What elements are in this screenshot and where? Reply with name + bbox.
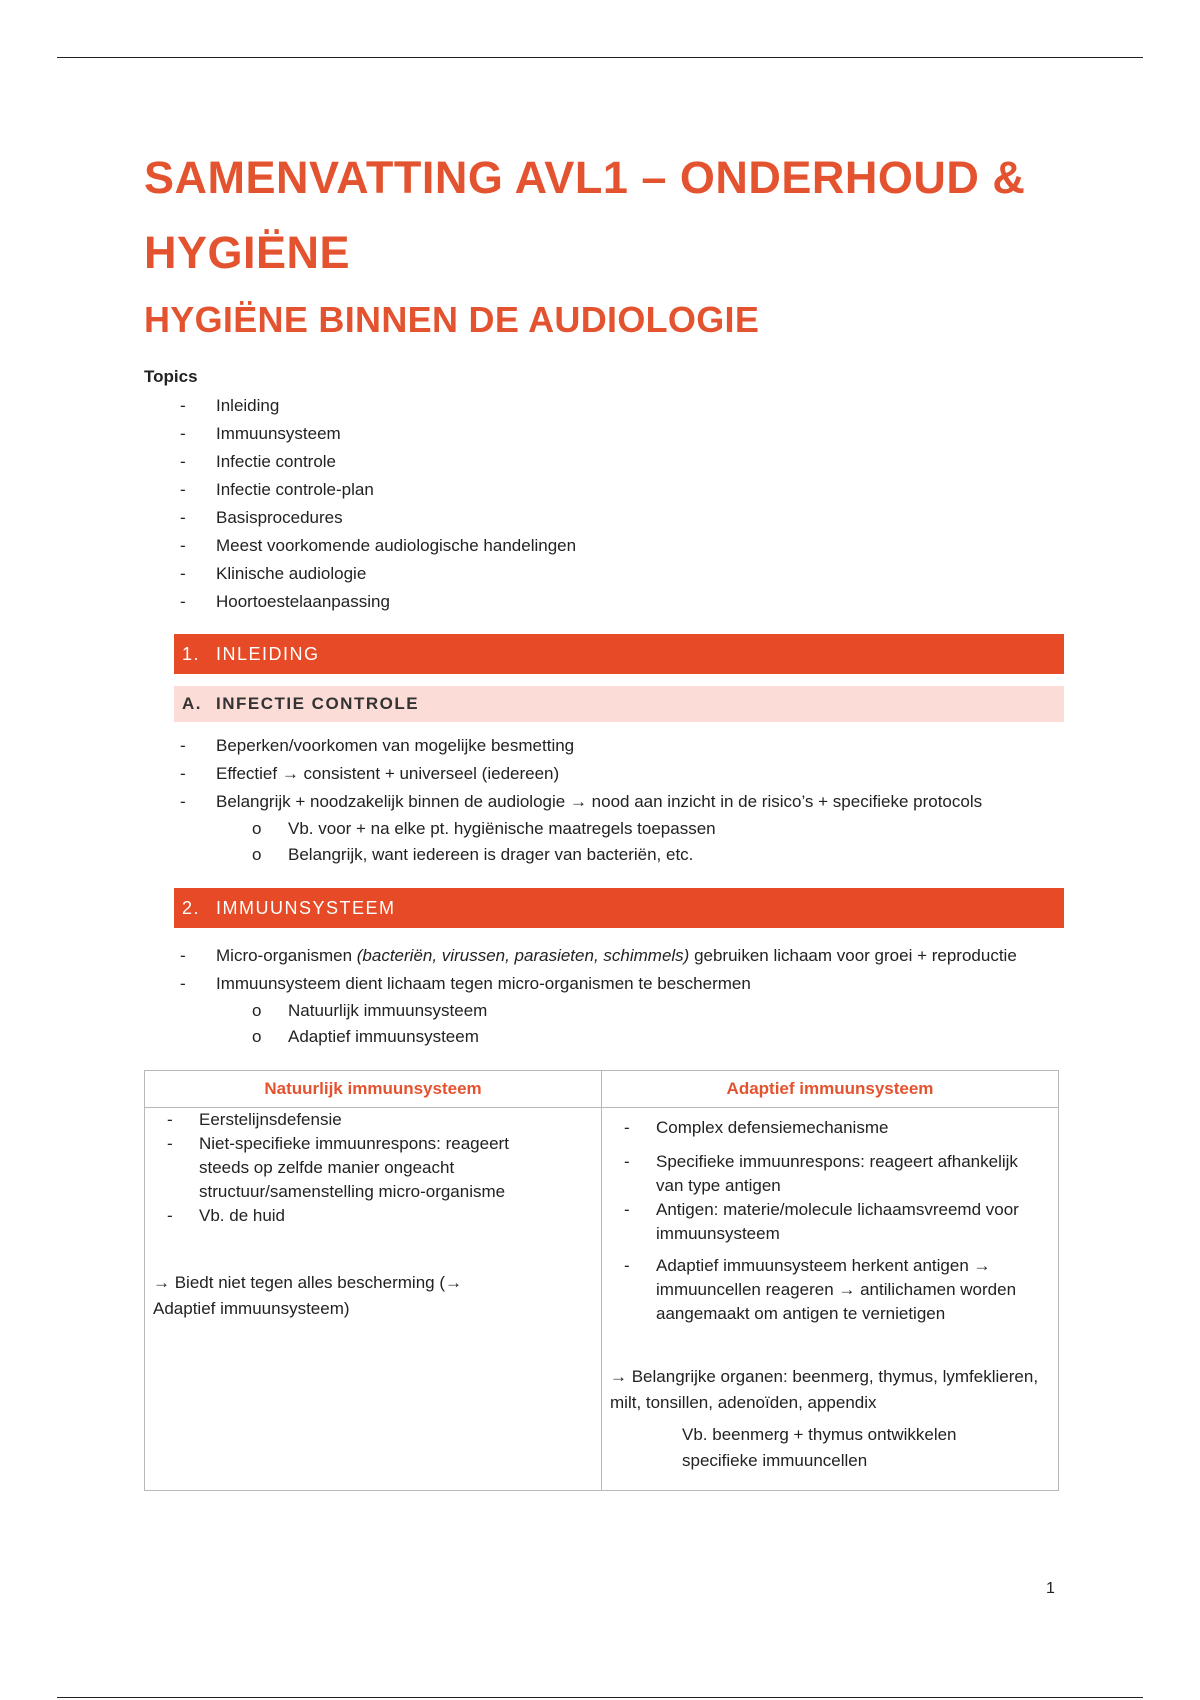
table-header: Adaptief immuunsysteem xyxy=(602,1071,1059,1108)
section-title: INLEIDING xyxy=(216,643,320,664)
document-title: SAMENVATTING AVL1 – ONDERHOUD & HYGIËNE xyxy=(144,152,1026,278)
document-subtitle: HYGIËNE BINNEN DE AUDIOLOGIE xyxy=(144,299,760,340)
list-item: - Complex defensiemechanisme xyxy=(610,1116,1040,1140)
section-number: 2. xyxy=(182,897,201,918)
adaptief-example: Vb. beenmerg + thymus ontwikkelen specifieke immuuncellen xyxy=(682,1425,957,1470)
list-item: - Effectief → consistent + universeel (iedereen) xyxy=(144,760,1064,788)
list-item: o Natuurlijk immuunsysteem xyxy=(144,998,1064,1024)
section-heading-inleiding xyxy=(174,634,1064,674)
table-header: Natuurlijk immuunsysteem xyxy=(145,1071,602,1108)
list-item: - Inleiding xyxy=(144,392,1064,420)
natuurlijk-list xyxy=(153,1108,593,1228)
text-run: gebruiken lichaam voor groei + reproductie xyxy=(689,946,1017,965)
list-item: - Hoortoestelaanpassing xyxy=(144,588,1064,616)
table-cell-natuurlijk xyxy=(145,1108,602,1491)
list-item: - Antigen: materie/molecule lichaamsvreemd voor immuunsysteem xyxy=(610,1198,1040,1246)
adaptief-list xyxy=(610,1116,1050,1326)
section-heading-immuunsysteem xyxy=(174,888,1064,928)
list-item: - Niet-specifieke immuunrespons: reageert steeds op zelfde manier ongeacht structuur/samenstelling micro-organisme xyxy=(153,1132,553,1204)
list-item: - Adaptief immuunsysteem herkent antigen → immuuncellen reageren → antilichamen worden aangemaakt om antigen te vernietigen xyxy=(610,1254,1040,1326)
adaptief-note: → Belangrijke organen: beenmerg, thymus, lymfeklieren, milt, tonsillen, adenoïden, appendix xyxy=(610,1367,1039,1412)
list-item: - Immuunsysteem dient lichaam tegen micro-organismen te beschermen xyxy=(144,970,1064,998)
topics-list xyxy=(144,392,1064,616)
list-item: o Vb. voor + na elke pt. hygiënische maatregels toepassen xyxy=(144,816,1064,842)
list-item: o Belangrijk, want iedereen is drager van bacteriën, etc. xyxy=(144,842,1064,868)
comparison-table xyxy=(144,1070,1059,1491)
table-cell-adaptief xyxy=(602,1108,1059,1491)
list-item: - Eerstelijnsdefensie xyxy=(153,1108,553,1132)
subsection-title: INFECTIE CONTROLE xyxy=(216,694,420,713)
list-item: - Vb. de huid xyxy=(153,1204,553,1228)
list-item: o Adaptief immuunsysteem xyxy=(144,1024,1064,1050)
subsection-heading-infectie-controle xyxy=(174,686,1064,722)
section-title: IMMUUNSYSTEEM xyxy=(216,897,396,918)
list-item: - Specifieke immuunrespons: reageert afhankelijk van type antigen xyxy=(610,1150,1040,1198)
topics-label: Topics xyxy=(144,367,198,386)
italic-text: (bacteriën, virussen, parasieten, schimmels) xyxy=(356,946,690,965)
immuunsysteem-list xyxy=(144,942,1064,998)
bottom-rule xyxy=(57,1697,1143,1698)
list-item: - Basisprocedures xyxy=(144,504,1064,532)
subsection-letter: A. xyxy=(182,694,202,713)
infectie-controle-list xyxy=(144,732,1064,816)
list-item: - Infectie controle xyxy=(144,448,1064,476)
top-rule xyxy=(57,57,1143,58)
infectie-controle-sublist xyxy=(216,816,1064,868)
list-item: - Belangrijk + noodzakelijk binnen de audiologie → nood aan inzicht in de risico’s + specifieke protocols xyxy=(144,788,1064,816)
list-item: - Meest voorkomende audiologische handelingen xyxy=(144,532,1064,560)
list-item: - Klinische audiologie xyxy=(144,560,1064,588)
document-body xyxy=(144,140,1064,1491)
immuunsysteem-sublist xyxy=(216,998,1064,1050)
section-number: 1. xyxy=(182,643,201,664)
list-item: - Infectie controle-plan xyxy=(144,476,1064,504)
table-row xyxy=(145,1108,1059,1491)
text-run: Micro-organismen xyxy=(216,946,357,965)
list-item: - Immuunsysteem xyxy=(144,420,1064,448)
list-item: - Beperken/voorkomen van mogelijke besmetting xyxy=(144,732,1064,760)
page-number: 1 xyxy=(1046,1580,1055,1597)
natuurlijk-note: → Biedt niet tegen alles bescherming (→ Adaptief immuunsysteem) xyxy=(153,1273,462,1318)
table-header-row xyxy=(145,1071,1059,1108)
list-item xyxy=(144,942,1064,970)
